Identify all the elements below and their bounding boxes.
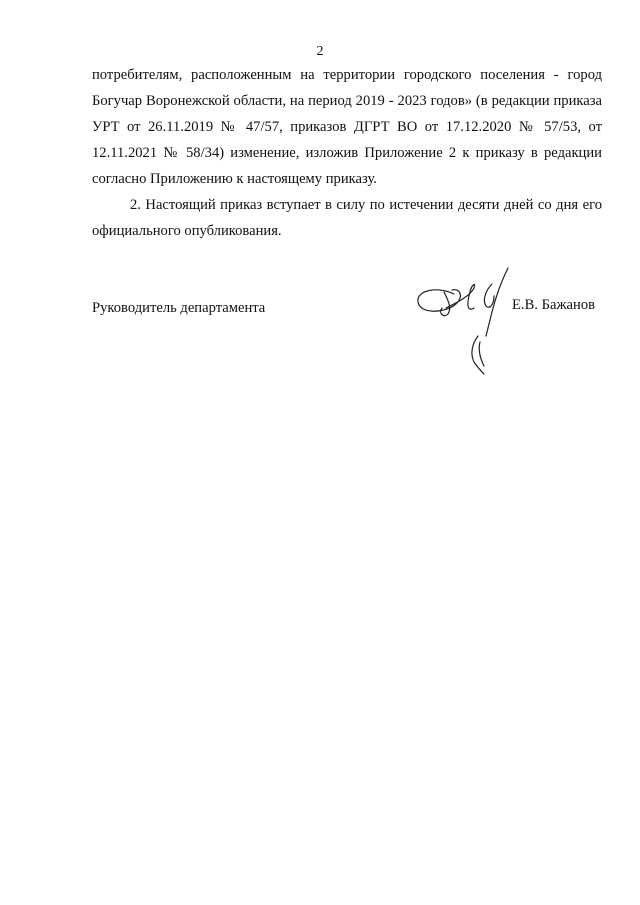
signatory-name: Е.В. Бажанов	[512, 297, 596, 313]
paragraph-2: 2. Настоящий приказ вступает в силу по истечении десяти дней со дня его официального опубликования.	[92, 197, 602, 239]
signatory-position: Руководитель департамента	[92, 300, 266, 316]
paragraph-1: потребителям, расположенным на территории городского поселения - город Богучар Воронежской области, на период 2019 - 2023 годов» (в редакции приказа УРТ от 26.11.2019 № 47/57, приказов ДГРТ ВО от 17.12.2020 № 57/53, от 12.11.2021 № 58/34) изменение, изложив Приложение 2 к приказу в редакции согласно Приложению к настоящему приказу.	[92, 67, 602, 187]
page-number: 2	[316, 44, 324, 59]
handwritten-signature-icon	[408, 262, 512, 380]
